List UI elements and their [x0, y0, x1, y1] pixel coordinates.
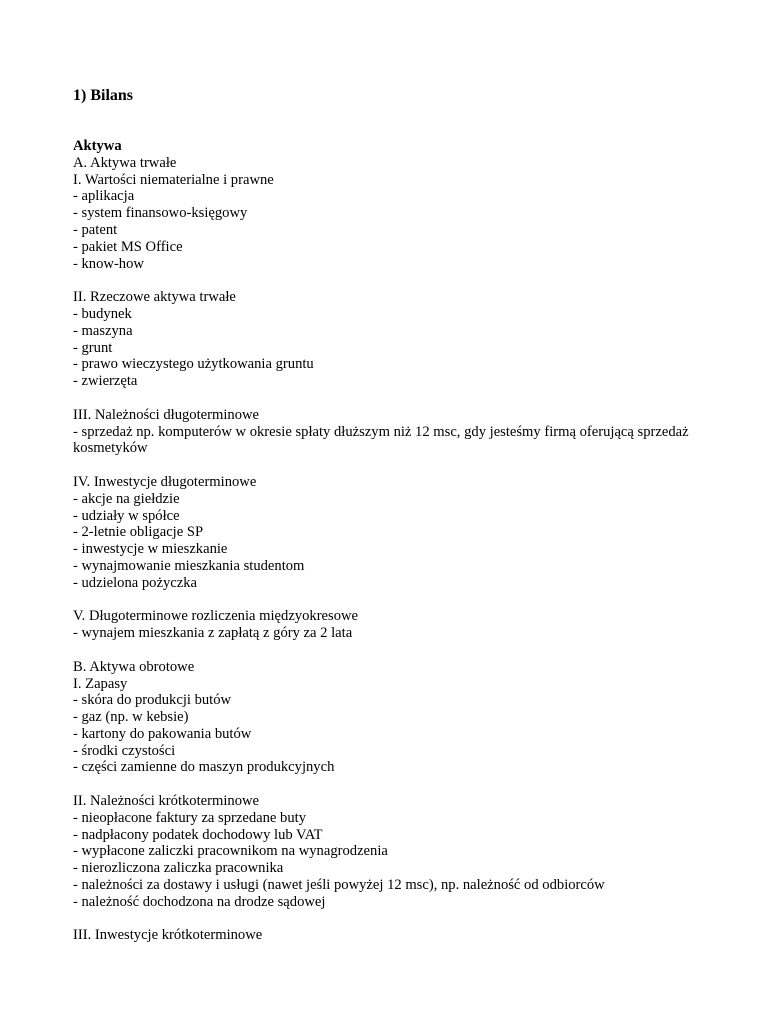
short-investments-heading: III. Inwestycje krótkoterminowe: [73, 927, 263, 944]
list-item: - środki czystości: [73, 742, 176, 759]
list-item: - części zamienne do maszyn produkcyjnych: [73, 759, 335, 776]
list-item: - wynajmowanie mieszkania studentom: [73, 557, 305, 574]
list-item: - grunt: [73, 339, 113, 356]
long-investments-heading: IV. Inwestycje długoterminowe: [73, 473, 257, 490]
list-item: - pakiet MS Office: [73, 238, 183, 255]
list-item: - maszyna: [73, 322, 133, 339]
paragraph-gap: [73, 390, 693, 407]
paragraph-gap: [73, 776, 693, 793]
list-item: - system finansowo-księgowy: [73, 205, 248, 222]
short-receivables-heading: II. Należności krótkoterminowe: [73, 793, 260, 810]
list-item: - udzielona pożyczka: [73, 574, 197, 591]
list-item: - nadpłacony podatek dochodowy lub VAT: [73, 826, 323, 843]
list-item: - prawo wieczystego użytkowania gruntu: [73, 356, 314, 373]
list-item: - inwestycje w mieszkanie: [73, 541, 228, 558]
list-item: - wypłacone zaliczki pracownikom na wynagrodzenia: [73, 843, 388, 860]
list-item: - należność dochodzona na drodze sądowej: [73, 893, 326, 910]
intangible-heading: I. Wartości niematerialne i prawne: [73, 171, 274, 188]
list-item: - udziały w spółce: [73, 507, 180, 524]
list-item: - aplikacja: [73, 188, 135, 205]
section-a-heading: A. Aktywa trwałe: [73, 154, 177, 171]
list-item: - nieopłacone faktury za sprzedane buty: [73, 809, 306, 826]
list-item: - należności za dostawy i usługi (nawet jeśli powyżej 12 msc), np. należność od odbiorców: [73, 877, 605, 894]
document-title: 1) Bilans: [73, 87, 134, 104]
paragraph-gap: [73, 272, 693, 289]
long-receivables-heading: III. Należności długoterminowe: [73, 406, 260, 423]
list-item: - patent: [73, 221, 118, 238]
paragraph-gap: [73, 592, 693, 609]
document-body: [73, 138, 693, 944]
inventory-heading: I. Zapasy: [73, 675, 128, 692]
section-b-heading: B. Aktywa obrotowe: [73, 658, 195, 675]
list-item: - budynek: [73, 305, 132, 322]
list-item: - kartony do pakowania butów: [73, 725, 252, 742]
tangible-heading: II. Rzeczowe aktywa trwałe: [73, 289, 236, 306]
paragraph-gap: [73, 457, 693, 474]
paragraph-gap: [73, 911, 693, 928]
list-item: - know-how: [73, 255, 144, 272]
list-item: - 2-letnie obligacje SP: [73, 524, 204, 541]
long-accruals-heading: V. Długoterminowe rozliczenia międzyokresowe: [73, 608, 359, 625]
list-item: - wynajem mieszkania z zapłatą z góry za 2 lata: [73, 625, 353, 642]
list-item: - sprzedaż np. komputerów w okresie spłaty dłuższym niż 12 msc, gdy jesteśmy firmą oferującą sprzedaż kosmetyków: [73, 423, 689, 457]
aktywa-heading: Aktywa: [73, 138, 122, 154]
list-item: - skóra do produkcji butów: [73, 692, 232, 709]
paragraph-gap: [73, 642, 693, 659]
list-item: - gaz (np. w kebsie): [73, 709, 189, 726]
list-item: - zwierzęta: [73, 373, 138, 390]
list-item: - akcje na giełdzie: [73, 490, 180, 507]
list-item: - nierozliczona zaliczka pracownika: [73, 860, 284, 877]
